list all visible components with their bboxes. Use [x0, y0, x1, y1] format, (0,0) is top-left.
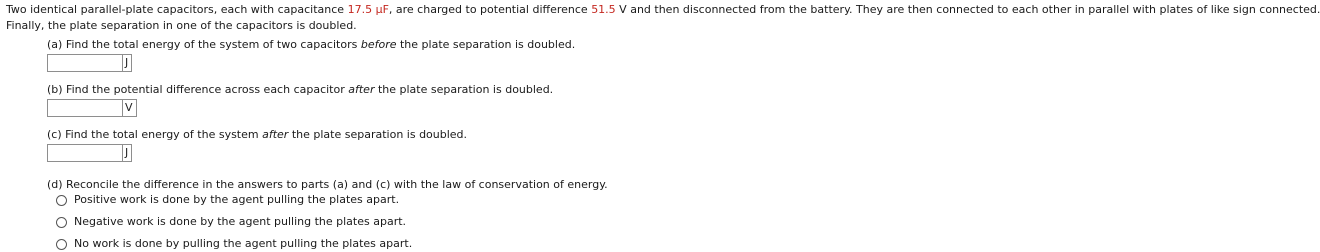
- option-label: No work is done by pulling the agent pulling the plates apart.: [74, 237, 413, 250]
- question-text: the plate separation is doubled.: [396, 38, 576, 51]
- part-b-answer: [47, 99, 553, 117]
- part-c-answer: [47, 144, 467, 162]
- part-a-input[interactable]: [47, 54, 123, 72]
- problem-text: V and then disconnected from the battery. They are then connected to each other in parallel with plates of like sign connected.: [615, 3, 1320, 16]
- problem-line-1: [6, 2, 1320, 18]
- part-c: [47, 128, 467, 162]
- problem-text: , are charged to potential difference: [388, 3, 592, 16]
- part-c-unit: J: [123, 144, 132, 162]
- capacitance-unit: μF: [372, 3, 389, 16]
- question-emphasis: after: [348, 83, 375, 96]
- part-b-unit: V: [123, 99, 137, 117]
- problem-text: Two identical parallel-plate capacitors, each with capacitance: [6, 3, 348, 16]
- part-b-input[interactable]: [47, 99, 123, 117]
- question-text: (a) Find the total energy of the system of two capacitors: [47, 38, 361, 51]
- option-label: Positive work is done by the agent pulling the plates apart.: [74, 193, 400, 206]
- part-d-question: (d) Reconcile the difference in the answers to parts (a) and (c) with the law of conservation of energy.: [47, 178, 608, 191]
- voltage-value: 51.5: [591, 3, 616, 16]
- part-c-question: [47, 128, 467, 142]
- question-text: (c) Find the total energy of the system: [47, 128, 263, 141]
- question-emphasis: after: [262, 128, 289, 141]
- option-negative-work[interactable]: [56, 214, 608, 230]
- option-label: Negative work is done by the agent pulling the plates apart.: [74, 215, 407, 228]
- radio-button[interactable]: [56, 239, 67, 250]
- part-b-question: [47, 83, 553, 97]
- question-text: the plate separation is doubled.: [374, 83, 554, 96]
- part-d: [47, 178, 608, 252]
- question-text: (b) Find the potential difference across each capacitor: [47, 83, 349, 96]
- part-a-question: [47, 38, 575, 52]
- option-positive-work[interactable]: [56, 192, 608, 208]
- option-no-work[interactable]: [56, 236, 608, 252]
- problem-line-2: Finally, the plate separation in one of the capacitors is doubled.: [6, 19, 357, 32]
- question-emphasis: before: [360, 38, 397, 51]
- part-a: [47, 38, 575, 72]
- question-text: the plate separation is doubled.: [288, 128, 468, 141]
- part-a-unit: J: [123, 54, 132, 72]
- capacitance-number: 17.5: [347, 3, 373, 16]
- part-a-answer: [47, 54, 575, 72]
- part-c-input[interactable]: [47, 144, 123, 162]
- capacitance-value: [348, 3, 389, 16]
- radio-button[interactable]: [56, 195, 67, 206]
- problem-statement: [6, 2, 1320, 34]
- part-b: [47, 83, 553, 117]
- radio-button[interactable]: [56, 217, 67, 228]
